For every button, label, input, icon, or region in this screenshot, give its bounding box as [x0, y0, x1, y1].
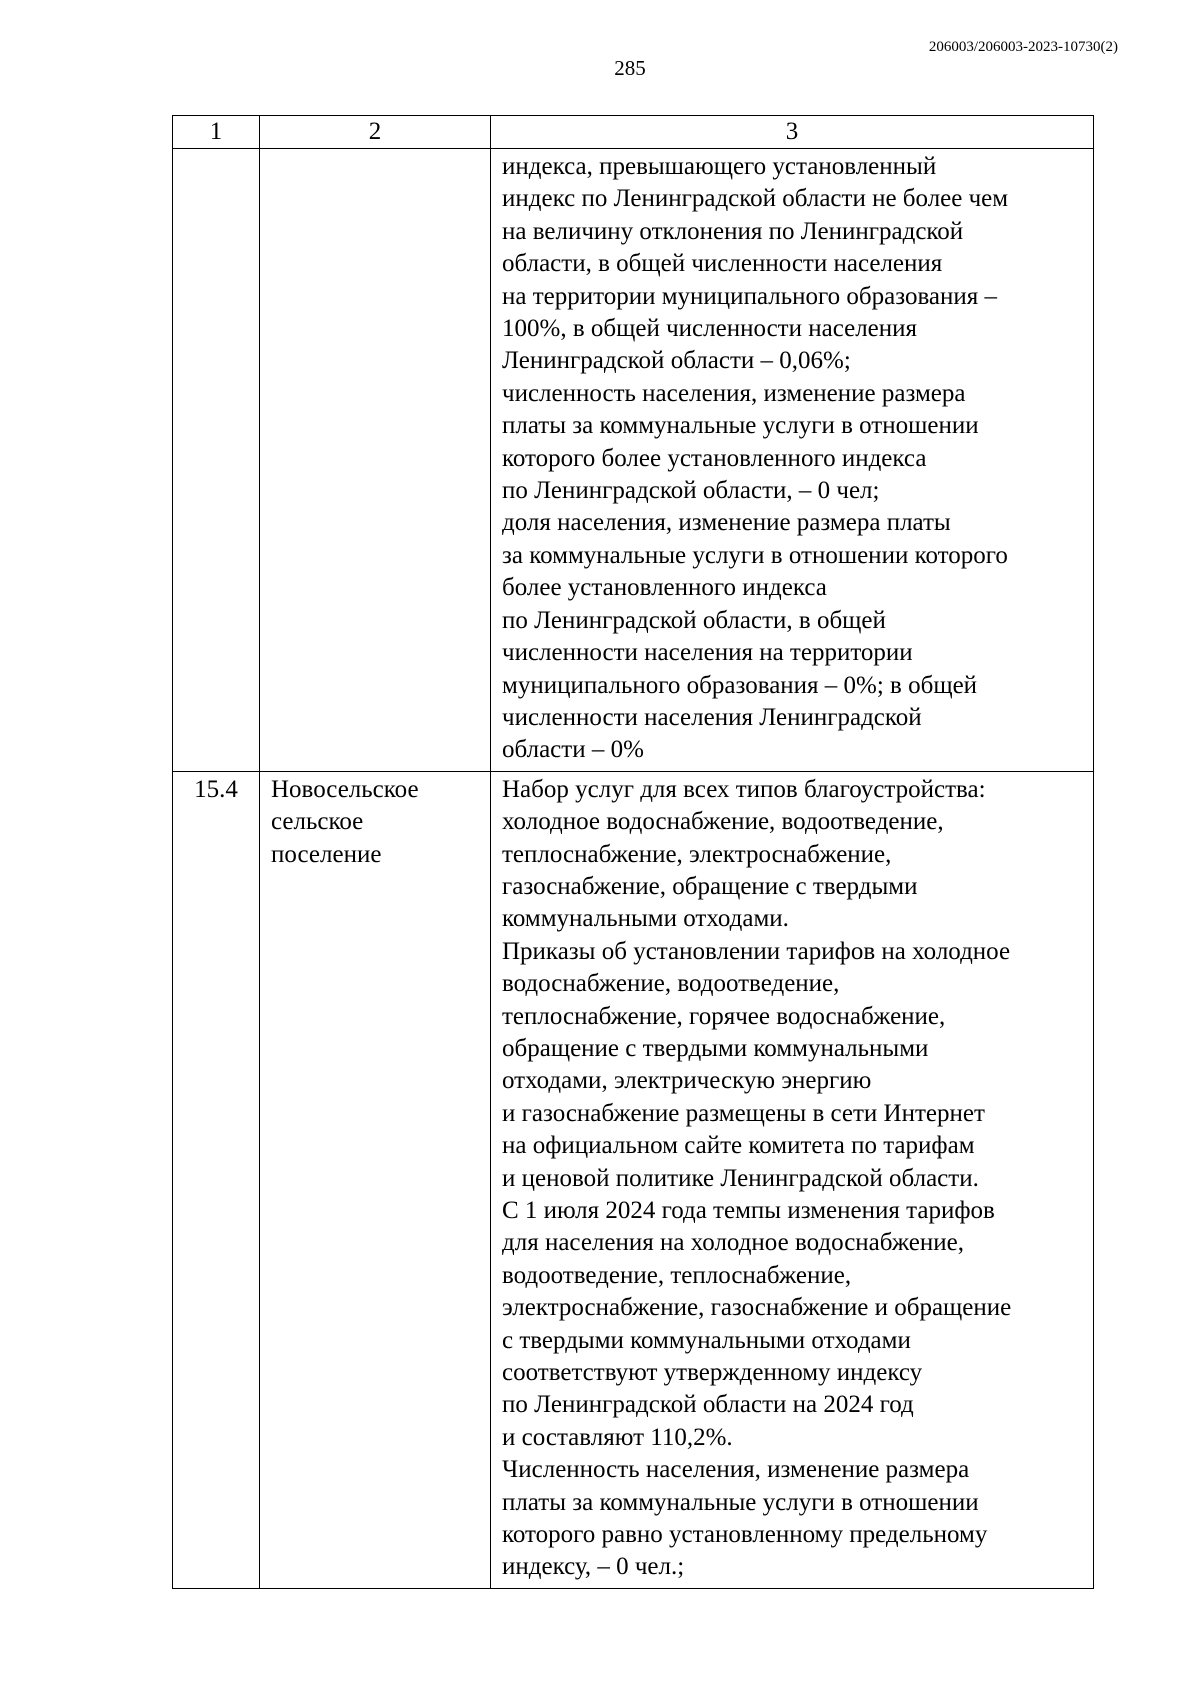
- text-line: которого равно установленному предельному: [502, 1521, 988, 1549]
- text-line: платы за коммунальные услуги в отношении: [502, 1488, 979, 1516]
- text-line: водоснабжение, водоотведение,: [502, 970, 840, 998]
- text-line: холодное водоснабжение, водоотведение,: [502, 808, 944, 836]
- text-line: обращение с твердыми коммунальными: [502, 1034, 929, 1062]
- text-line: области – 0%: [502, 736, 644, 764]
- text-line: по Ленинградской области на 2024 год: [502, 1391, 914, 1419]
- settlement-name: [260, 149, 490, 155]
- row-number-text: 15.4: [194, 775, 238, 803]
- text-line: на официальном сайте комитета по тарифам: [502, 1132, 975, 1160]
- text-line: индекс по Ленинградской области не более чем: [502, 185, 1009, 213]
- row-number: [173, 149, 259, 155]
- table-header-row: [173, 116, 1094, 149]
- text-line: С 1 июля 2024 года темпы изменения тарифов: [502, 1197, 995, 1224]
- text-line: более установленного индекса: [502, 574, 827, 602]
- text-line: индекса, превышающего установленный: [502, 153, 937, 180]
- description-cell: [491, 771, 1094, 1588]
- text-line: теплоснабжение, горячее водоснабжение,: [502, 1002, 946, 1030]
- column-header-2: 2: [260, 116, 491, 149]
- row-number: [173, 772, 259, 810]
- row-number-cell: [173, 771, 260, 1588]
- text-line: водоотведение, теплоснабжение,: [502, 1261, 852, 1289]
- text-line: и газоснабжение размещены в сети Интернет: [502, 1099, 985, 1127]
- text-line: соответствуют утвержденному индексу: [502, 1359, 923, 1387]
- column-header-3: 3: [491, 116, 1094, 149]
- text-line: Приказы об установлении тарифов на холодное: [502, 937, 1011, 965]
- text-line: 100%, в общей численности населения: [502, 315, 918, 343]
- text-line: сельское: [271, 808, 364, 836]
- column-header-1: 1: [173, 116, 260, 149]
- page-number: 285: [614, 56, 646, 80]
- text-line: и ценовой политике Ленинградской области.: [502, 1164, 979, 1192]
- text-line: поселение: [271, 840, 382, 868]
- text-line: платы за коммунальные услуги в отношении: [502, 412, 979, 440]
- row-number-cell: [173, 149, 260, 772]
- text-line: Ленинградской области – 0,06%;: [502, 347, 851, 375]
- text-line: численности населения на территории: [502, 639, 913, 667]
- text-line: с твердыми коммунальными отходами: [502, 1326, 911, 1354]
- table-row: [173, 149, 1094, 772]
- text-line: по Ленинградской области, в общей: [502, 606, 886, 634]
- text-line: численность населения, изменение размера: [502, 379, 966, 407]
- text-line: коммунальными отходами.: [502, 905, 789, 933]
- text-line: Набор услуг для всех типов благоустройства:: [502, 775, 986, 803]
- text-line: для населения на холодное водоснабжение,: [502, 1229, 965, 1257]
- description-cell: [491, 149, 1094, 772]
- text-line: за коммунальные услуги в отношении которого: [502, 541, 1008, 569]
- text-line: численности населения Ленинградской: [502, 703, 922, 731]
- text-line: по Ленинградской области, – 0 чел;: [502, 477, 880, 505]
- settlement-name: [260, 772, 490, 875]
- settlement-name-cell: [260, 771, 491, 1588]
- table-row: [173, 771, 1094, 1588]
- text-line: на территории муниципального образования –: [502, 282, 998, 310]
- description-text: [491, 772, 1093, 1588]
- text-line: индексу, – 0 чел.;: [502, 1553, 685, 1581]
- text-line: отходами, электрическую энергию: [502, 1067, 872, 1095]
- text-line: и составляют 110,2%.: [502, 1423, 733, 1451]
- settlement-name-cell: [260, 149, 491, 772]
- text-line: доля населения, изменение размера платы: [502, 509, 951, 537]
- text-line: на величину отклонения по Ленинградской: [502, 217, 964, 245]
- description-text: [491, 149, 1093, 771]
- text-line: газоснабжение, обращение с твердыми: [502, 872, 918, 900]
- text-line: Новосельское: [271, 775, 419, 803]
- text-line: области, в общей численности населения: [502, 250, 943, 278]
- text-line: Численность населения, изменение размера: [502, 1456, 970, 1484]
- document-table: [172, 115, 1094, 1589]
- text-line: электроснабжение, газоснабжение и обращение: [502, 1294, 1012, 1322]
- text-line: муниципального образования – 0%; в общей: [502, 671, 978, 699]
- document-id: 206003/206003-2023-10730(2): [928, 39, 1118, 55]
- text-line: которого более установленного индекса: [502, 444, 927, 472]
- text-line: теплоснабжение, электроснабжение,: [502, 840, 892, 868]
